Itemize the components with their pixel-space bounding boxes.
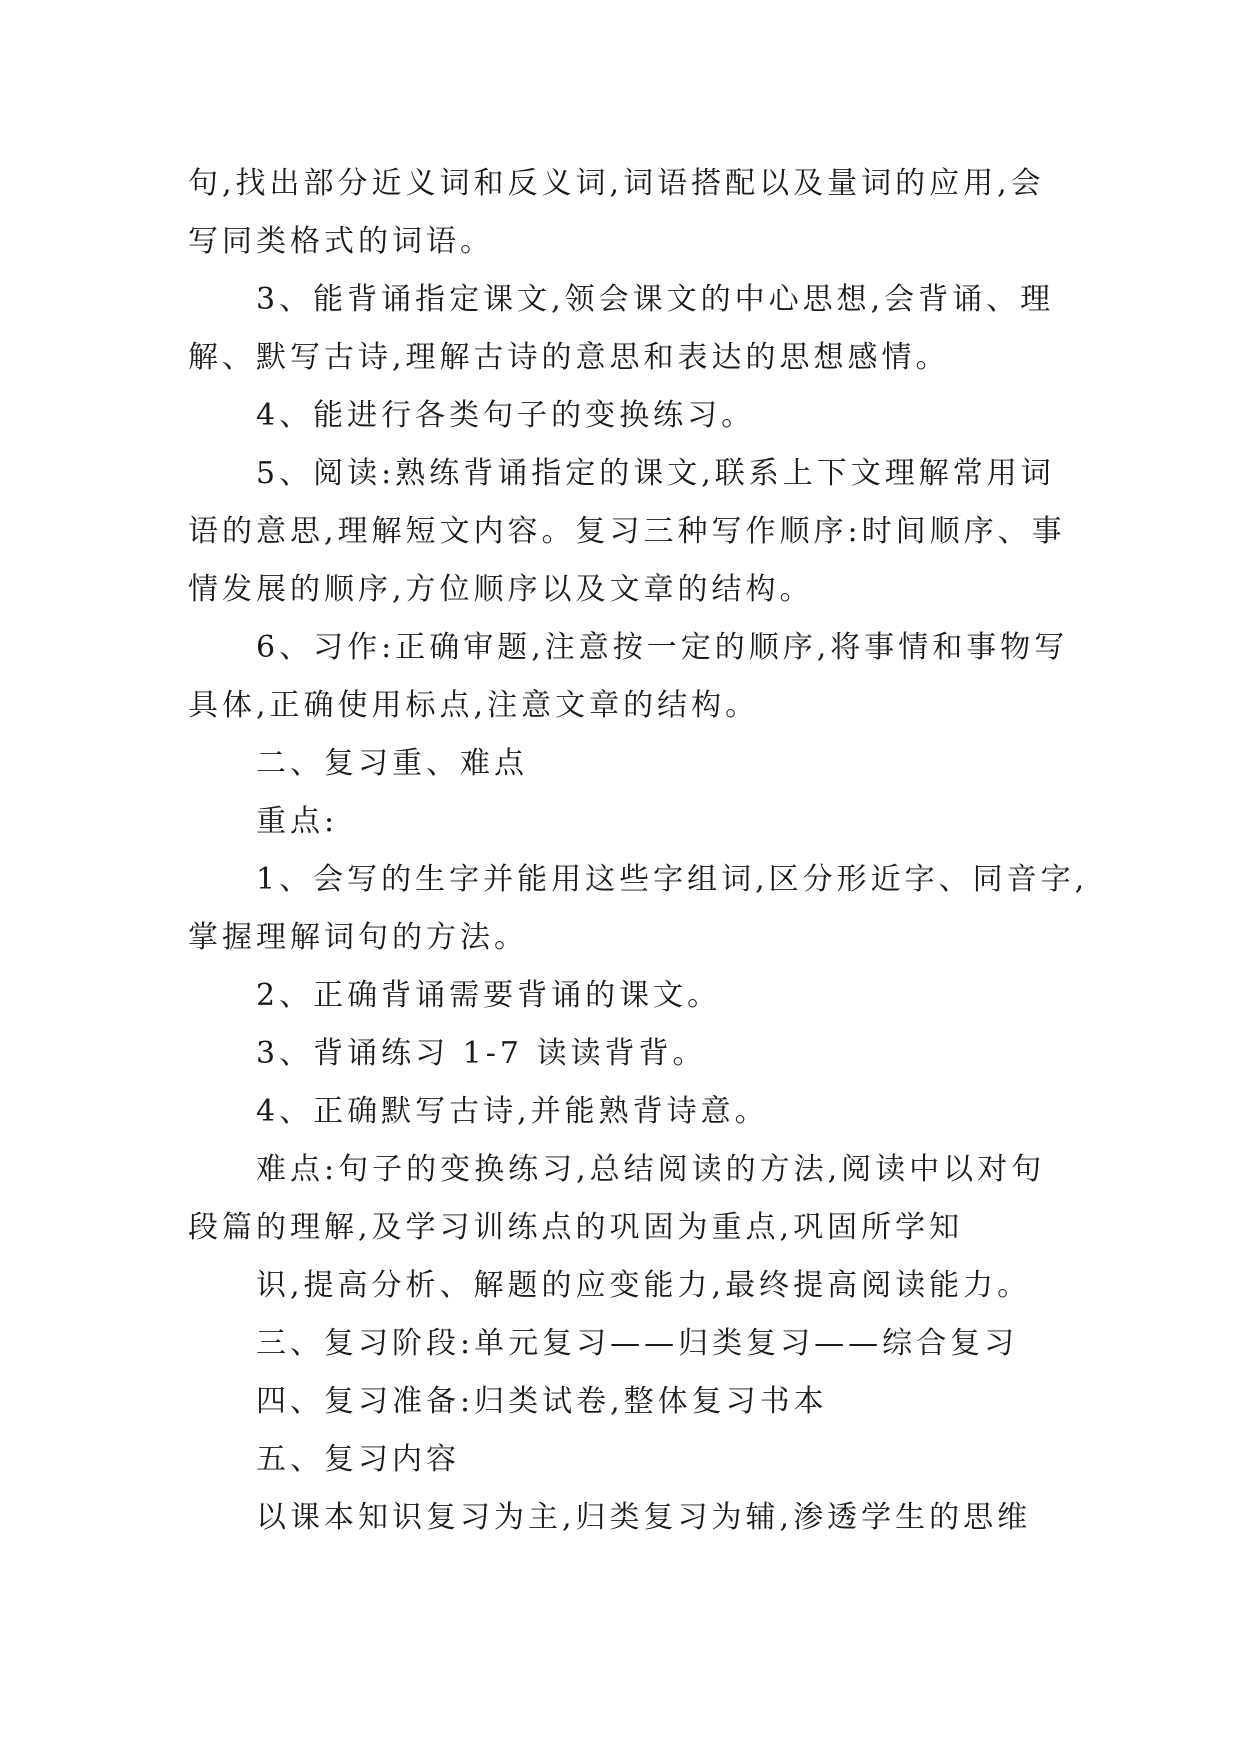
text-line-14: 掌握理解词句的方法。 xyxy=(188,920,528,955)
text-line-15: 2、正确背诵需要背诵的课文。 xyxy=(256,978,722,1013)
text-line-5: 4、能进行各类句子的变换练习。 xyxy=(256,398,756,433)
section-heading-3: 三、复习阶段:单元复习——归类复习——综合复习 xyxy=(256,1326,1019,1361)
text-line-10: 具体,正确使用标点,注意文章的结构。 xyxy=(188,688,760,723)
text-line-9: 6、习作:正确审题,注意按一定的顺序,将事情和事物写 xyxy=(256,630,1069,665)
text-line-8: 情发展的顺序,方位顺序以及文章的结构。 xyxy=(188,572,814,607)
text-line-4: 解、默写古诗,理解古诗的意思和表达的思想感情。 xyxy=(188,340,950,375)
text-line-7: 语的意思,理解短文内容。复习三种写作顺序:时间顺序、事 xyxy=(188,514,1066,549)
text-line-13: 1、会写的生字并能用这些字组词,区分形近字、同音字, xyxy=(256,862,1089,897)
text-line-20: 识,提高分析、解题的应变能力,最终提高阅读能力。 xyxy=(256,1268,1032,1303)
section-heading-4: 四、复习准备:归类试卷,整体复习书本 xyxy=(256,1384,828,1419)
text-line-6: 5、阅读:熟练背诵指定的课文,联系上下文理解常用词 xyxy=(256,456,1055,491)
document-body xyxy=(188,155,1089,1547)
subheading-key-points: 重点: xyxy=(256,804,339,839)
text-line-17: 4、正确默写古诗,并能熟背诗意。 xyxy=(256,1094,769,1129)
text-line-24: 以课本知识复习为主,归类复习为辅,渗透学生的思维 xyxy=(256,1500,1032,1535)
text-line-18: 难点:句子的变换练习,总结阅读的方法,阅读中以对句 xyxy=(256,1152,1046,1187)
text-line-1: 句,找出部分近义词和反义词,词语搭配以及量词的应用,会 xyxy=(188,166,1045,201)
section-heading-5: 五、复习内容 xyxy=(256,1442,460,1477)
text-line-3: 3、能背诵指定课文,领会课文的中心思想,会背诵、理 xyxy=(256,282,1055,317)
text-line-2: 写同类格式的词语。 xyxy=(188,224,494,259)
text-line-16: 3、背诵练习 1-7 读读背背。 xyxy=(256,1036,707,1071)
text-line-19: 段篇的理解,及学习训练点的巩固为重点,巩固所学知 xyxy=(188,1210,964,1245)
section-heading-2: 二、复习重、难点 xyxy=(256,746,528,781)
